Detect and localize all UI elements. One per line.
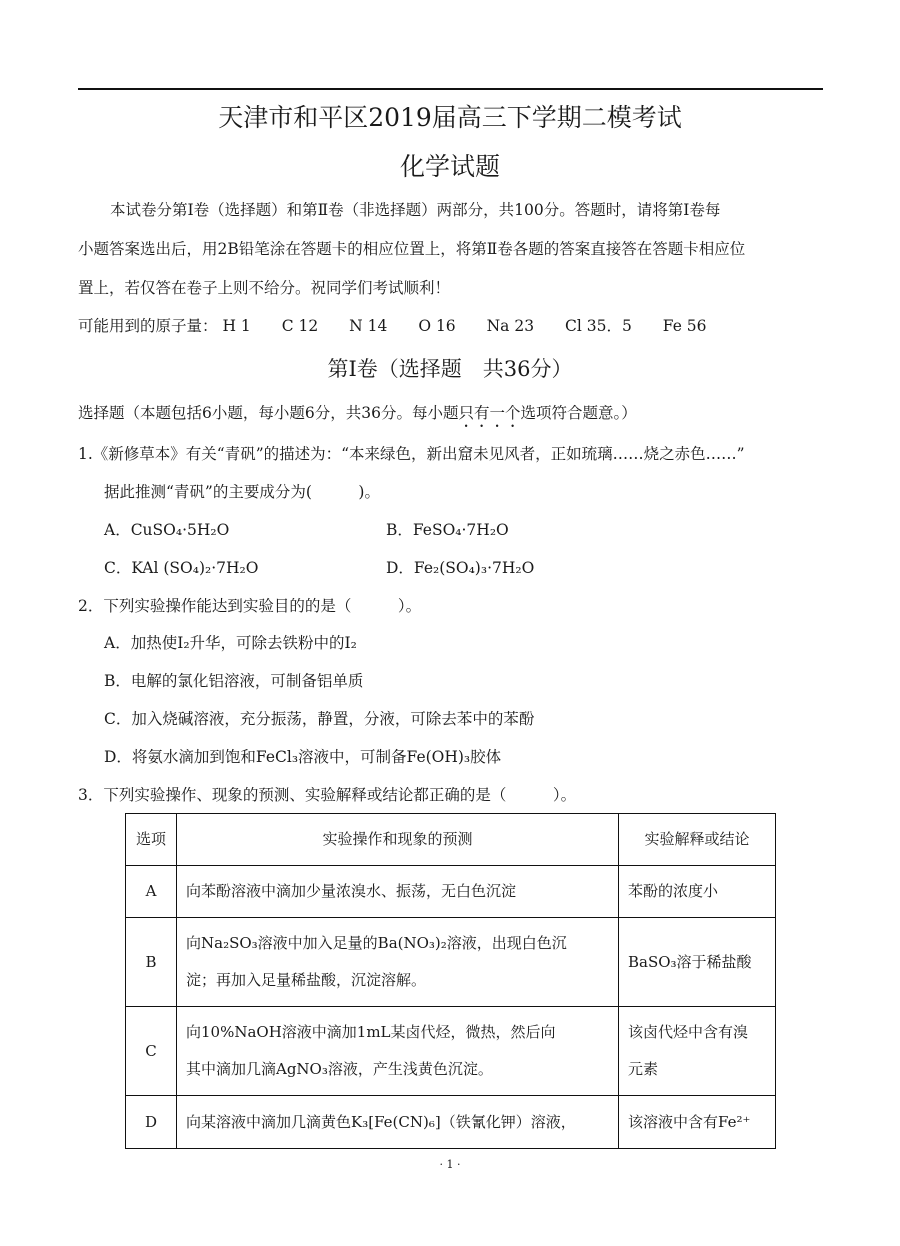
intro-line-1: 本试卷分第Ⅰ卷（选择题）和第Ⅱ卷（非选择题）两部分，共100分。答题时，请将第Ⅰ卷每 (110, 201, 721, 219)
q1-option-d: D．Fe₂(SO₄)₃·7H₂O (386, 559, 535, 577)
operation-line: 向10%NaOH溶液中滴加1mL某卤代烃，微热，然后向 (186, 1023, 556, 1041)
experiment-table (125, 813, 776, 1149)
row-option: B (126, 918, 177, 1007)
row-operation (177, 1007, 619, 1096)
instruction-text-end: 选项符合题意。） (520, 404, 637, 422)
header-operation: 实验操作和现象的预测 (177, 814, 619, 866)
q1-option-c: C．KAl (SO₄)₂·7H₂O (104, 559, 259, 577)
row-option: D (126, 1096, 177, 1149)
q3-stem: 3．下列实验操作、现象的预测、实验解释或结论都正确的是（ ）。 (78, 786, 577, 804)
q1-stem-line-2: 据此推测“青矾”的主要成分为( )。 (104, 483, 380, 501)
section-instruction (78, 401, 637, 431)
table-row (126, 918, 776, 1007)
instruction-emphasis: 只有一个 (458, 404, 521, 422)
conclusion-line: 苯酚的浓度小 (628, 882, 719, 900)
table-row (126, 866, 776, 918)
row-option: C (126, 1007, 177, 1096)
conclusion-line: 元素 (628, 1060, 659, 1078)
mass-item: N 14 (349, 317, 388, 335)
row-operation (177, 918, 619, 1007)
q1-option-b: B．FeSO₄·7H₂O (386, 521, 509, 539)
operation-line: 其中滴加几滴AgNO₃溶液，产生浅黄色沉淀。 (186, 1060, 493, 1078)
intro-line-2: 小题答案选出后，用2B铅笔涂在答题卡的相应位置上，将第Ⅱ卷各题的答案直接答在答题卡相应位 (78, 240, 746, 258)
table-row (126, 1007, 776, 1096)
intro-line-3: 置上，若仅答在卷子上则不给分。祝同学们考试顺利！ (78, 279, 451, 297)
operation-line: 向Na₂SO₃溶液中加入足量的Ba(NO₃)₂溶液，出现白色沉 (186, 934, 567, 952)
document-subtitle: 化学试题 (399, 152, 500, 181)
conclusion-line: 该溶液中含有Fe²⁺ (628, 1112, 751, 1131)
header-conclusion: 实验解释或结论 (619, 814, 776, 866)
mass-item: Fe 56 (662, 317, 707, 335)
row-option: A (126, 866, 177, 918)
q2-option-d: D．将氨水滴加到饱和FeCl₃溶液中，可制备Fe(OH)₃胶体 (104, 748, 502, 766)
row-operation (177, 866, 619, 918)
atomic-masses (78, 314, 707, 336)
row-conclusion (619, 918, 776, 1007)
mass-item: H 1 (222, 317, 251, 335)
page-number: · 1 · (439, 1158, 461, 1171)
conclusion-line: BaSO₃溶于稀盐酸 (628, 952, 752, 971)
table-header-row (126, 814, 776, 866)
top-rule (78, 88, 823, 90)
q2-option-a: A．加热使I₂升华，可除去铁粉中的I₂ (104, 634, 357, 652)
row-conclusion (619, 1007, 776, 1096)
mass-item: C 12 (281, 317, 319, 335)
operation-line: 向苯酚溶液中滴加少量浓溴水、振荡，无白色沉淀 (186, 882, 517, 900)
document-title: 天津市和平区2019届高三下学期二模考试 (218, 103, 682, 132)
q2-stem: 2．下列实验操作能达到实验目的的是（ ）。 (78, 597, 422, 615)
instruction-text: 选择题（本题包括6小题，每小题6分，共36分。每小题 (78, 404, 459, 422)
q1-stem-line-1: 1.《新修草本》有关“青矾”的描述为：“本来绿色，新出窟未见风者，正如琉璃……烧之赤色……” (78, 445, 745, 463)
conclusion-line: 该卤代烃中含有溴 (628, 1023, 749, 1041)
mass-item: Na 23 (486, 317, 535, 335)
header-option: 选项 (126, 814, 177, 866)
row-operation (177, 1096, 619, 1149)
q2-option-c: C．加入烧碱溶液，充分振荡，静置，分液，可除去苯中的苯酚 (104, 710, 535, 728)
row-conclusion (619, 1096, 776, 1149)
section-title: 第Ⅰ卷（选择题 共36分） (327, 357, 573, 381)
q2-option-b: B．电解的氯化铝溶液，可制备铝单质 (104, 672, 364, 690)
mass-item: O 16 (418, 317, 456, 335)
mass-item: Cl 35．5 (565, 317, 632, 335)
q1-option-a: A．CuSO₄·5H₂O (104, 521, 230, 539)
operation-line: 向某溶液中滴加几滴黄色K₃[Fe(CN)₆]（铁氰化钾）溶液， (186, 1112, 576, 1131)
table-row (126, 1096, 776, 1149)
row-conclusion (619, 866, 776, 918)
atomic-masses-label: 可能用到的原子量： (78, 317, 218, 335)
operation-line: 淀；再加入足量稀盐酸，沉淀溶解。 (186, 971, 427, 989)
